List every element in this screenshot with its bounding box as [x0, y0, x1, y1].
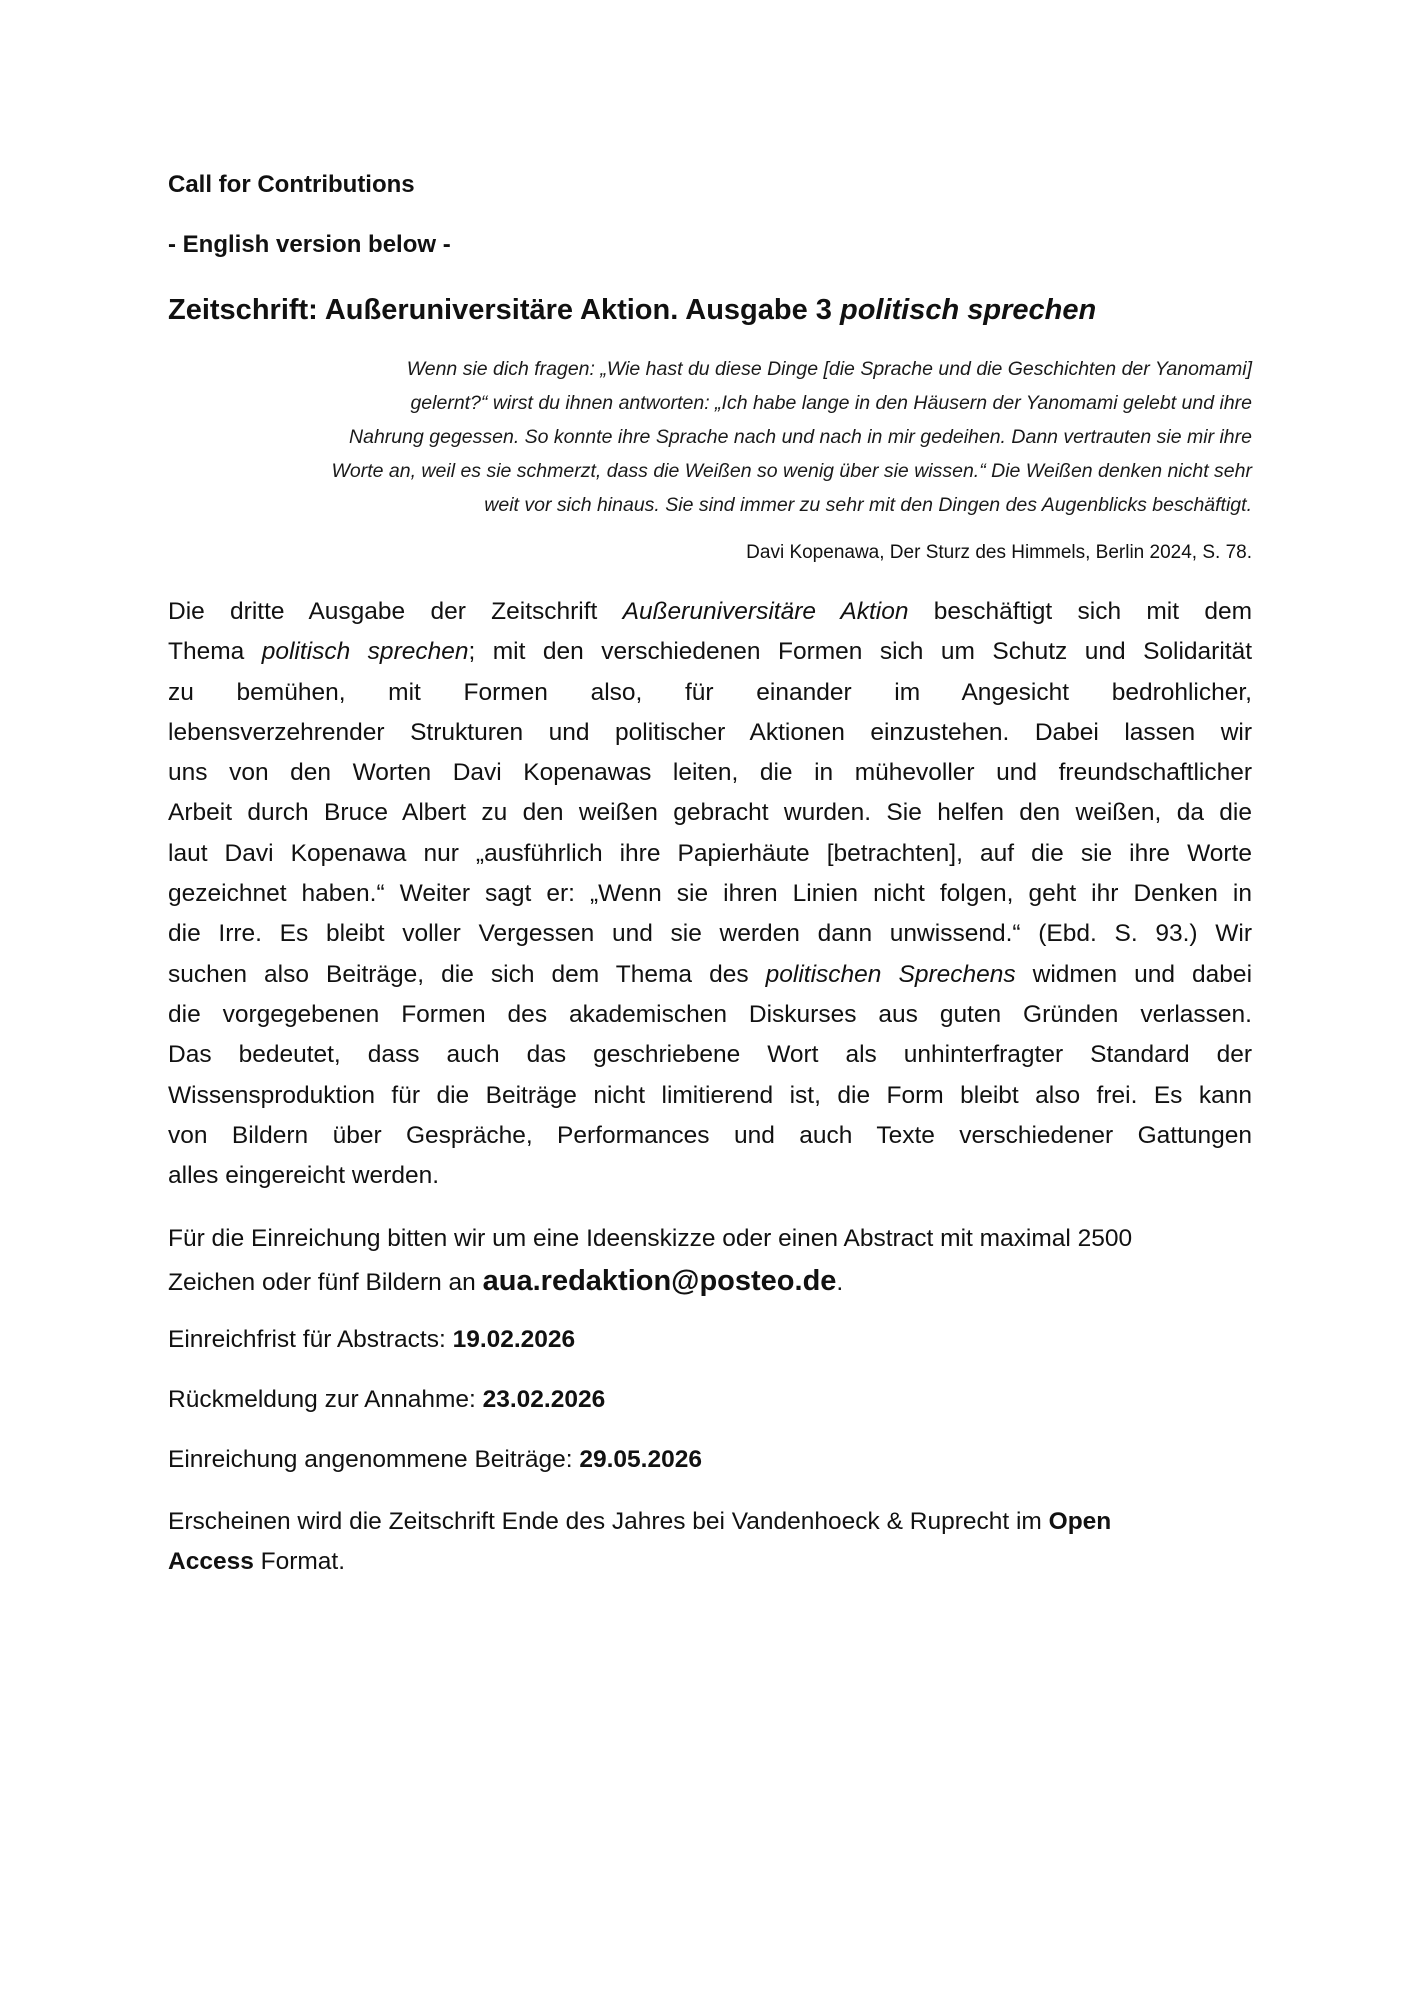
text: .: [836, 1269, 844, 1296]
deadline-date: 29.05.2026: [579, 1446, 702, 1473]
text: widmen und dabei: [1015, 960, 1253, 988]
journal-title: [168, 292, 1096, 328]
submission-line: [168, 1260, 1252, 1304]
journal-title-text: Zeitschrift: Außeruniversitäre Aktion. Ausgabe 3: [168, 294, 840, 326]
quote-line: weit vor sich hinaus. Sie sind immer zu sehr mit den Dingen des Augenblicks beschäftigt.: [484, 494, 1252, 516]
deadline-label: Einreichfrist für Abstracts:: [168, 1326, 453, 1353]
quote-line: Nahrung gegessen. So konnte ihre Sprache nach und nach in mir gedeihen. Dann vertrauten sie mir ihre: [349, 426, 1252, 448]
open-access-bold: Open: [1048, 1508, 1112, 1535]
paragraph-line: [168, 592, 1252, 632]
paragraph-line: laut Davi Kopenawa nur „ausführlich ihre Papierhäute [betrachten], auf die sie ihre Worte: [168, 839, 1252, 867]
quote-line: Worte an, weil es sie schmerzt, dass die Weißen so wenig über sie wissen.“ Die Weißen denken nicht sehr: [331, 460, 1252, 482]
paragraph-line: Arbeit durch Bruce Albert zu den weißen gebracht wurden. Sie helfen den weißen, da die: [168, 799, 1252, 827]
publication-line: [168, 1542, 1252, 1582]
deadline-abstracts: [168, 1324, 575, 1356]
paragraph-line: [168, 955, 1252, 995]
text: ; mit den verschiedenen Formen sich um Schutz und Solidarität: [468, 638, 1253, 666]
text: suchen also Beiträge, die sich dem Thema des: [168, 960, 766, 988]
call-for-contributions-heading: Call for Contributions: [168, 171, 415, 198]
paragraph-line: lebensverzehrender Strukturen und politischer Aktionen einzustehen. Dabei lassen wir: [168, 718, 1252, 746]
paragraph-line: die vorgegebenen Formen des akademischen Diskurses aus guten Gründen verlassen.: [168, 1000, 1252, 1028]
quote-line: Wenn sie dich fragen: „Wie hast du diese Dinge [die Sprache und die Geschichten der Yanomami]: [406, 358, 1252, 380]
description-paragraph: [168, 592, 1252, 1196]
quote-line: gelernt?“ wirst du ihnen antworten: „Ich habe lange in den Häusern der Yanomami gelebt und ihre: [410, 392, 1252, 414]
text: Format.: [253, 1548, 346, 1575]
text: Thema: [168, 638, 262, 666]
publication-note: [168, 1502, 1252, 1582]
paragraph-line: alles eingereicht werden.: [168, 1162, 440, 1190]
submission-line: Für die Einreichung bitten wir um eine Ideenskizze oder einen Abstract mit maximal 2500: [168, 1225, 1133, 1252]
paragraph-line: [168, 632, 1252, 672]
deadline-final-submission: [168, 1444, 702, 1476]
contact-email[interactable]: aua.redaktion@posteo.de: [482, 1265, 837, 1297]
paragraph-line: Das bedeutet, dass auch das geschriebene Wort als unhinterfragter Standard der: [168, 1041, 1252, 1069]
submission-paragraph: [168, 1218, 1252, 1304]
text: beschäftigt sich mit dem: [908, 598, 1252, 625]
publication-line: [168, 1502, 1252, 1542]
quote-citation: Davi Kopenawa, Der Sturz des Himmels, Berlin 2024, S. 78.: [746, 542, 1252, 563]
deadline-date: 19.02.2026: [452, 1326, 576, 1353]
english-version-note: - English version below -: [168, 231, 451, 258]
deadline-date: 23.02.2026: [482, 1386, 606, 1413]
paragraph-line: gezeichnet haben.“ Weiter sagt er: „Wenn sie ihren Linien nicht folgen, geht ihr Denken in: [168, 880, 1252, 908]
paragraph-line: von Bildern über Gespräche, Performances und auch Texte verschiedener Gattungen: [168, 1121, 1252, 1149]
text: Erscheinen wird die Zeitschrift Ende des Jahres bei Vandenhoeck & Ruprecht im: [168, 1508, 1049, 1535]
text: Die dritte Ausgabe der Zeitschrift: [168, 598, 623, 625]
theme-italic: politisch sprechen: [261, 638, 469, 666]
journal-name-italic: Außeruniversitäre Aktion: [622, 598, 909, 625]
paragraph-line: uns von den Worten Davi Kopenawas leiten, die in mühevoller und freundschaftlicher: [168, 759, 1252, 787]
deadline-feedback: [168, 1384, 605, 1416]
epigraph-quote: [168, 352, 1252, 522]
text: Zeichen oder fünf Bildern an: [168, 1269, 483, 1296]
deadline-label: Rückmeldung zur Annahme:: [168, 1386, 483, 1413]
deadline-label: Einreichung angenommene Beiträge:: [168, 1446, 580, 1473]
paragraph-line: zu bemühen, mit Formen also, für einander im Angesicht bedrohlicher,: [168, 678, 1252, 706]
paragraph-line: Wissensproduktion für die Beiträge nicht limitierend ist, die Form bleibt also frei. Es kann: [168, 1081, 1252, 1109]
theme-italic: politischen Sprechens: [765, 960, 1016, 988]
open-access-bold: Access: [168, 1548, 254, 1575]
paragraph-line: die Irre. Es bleibt voller Vergessen und sie werden dann unwissend.“ (Ebd. S. 93.) Wir: [168, 920, 1252, 948]
issue-theme: politisch sprechen: [839, 294, 1097, 326]
